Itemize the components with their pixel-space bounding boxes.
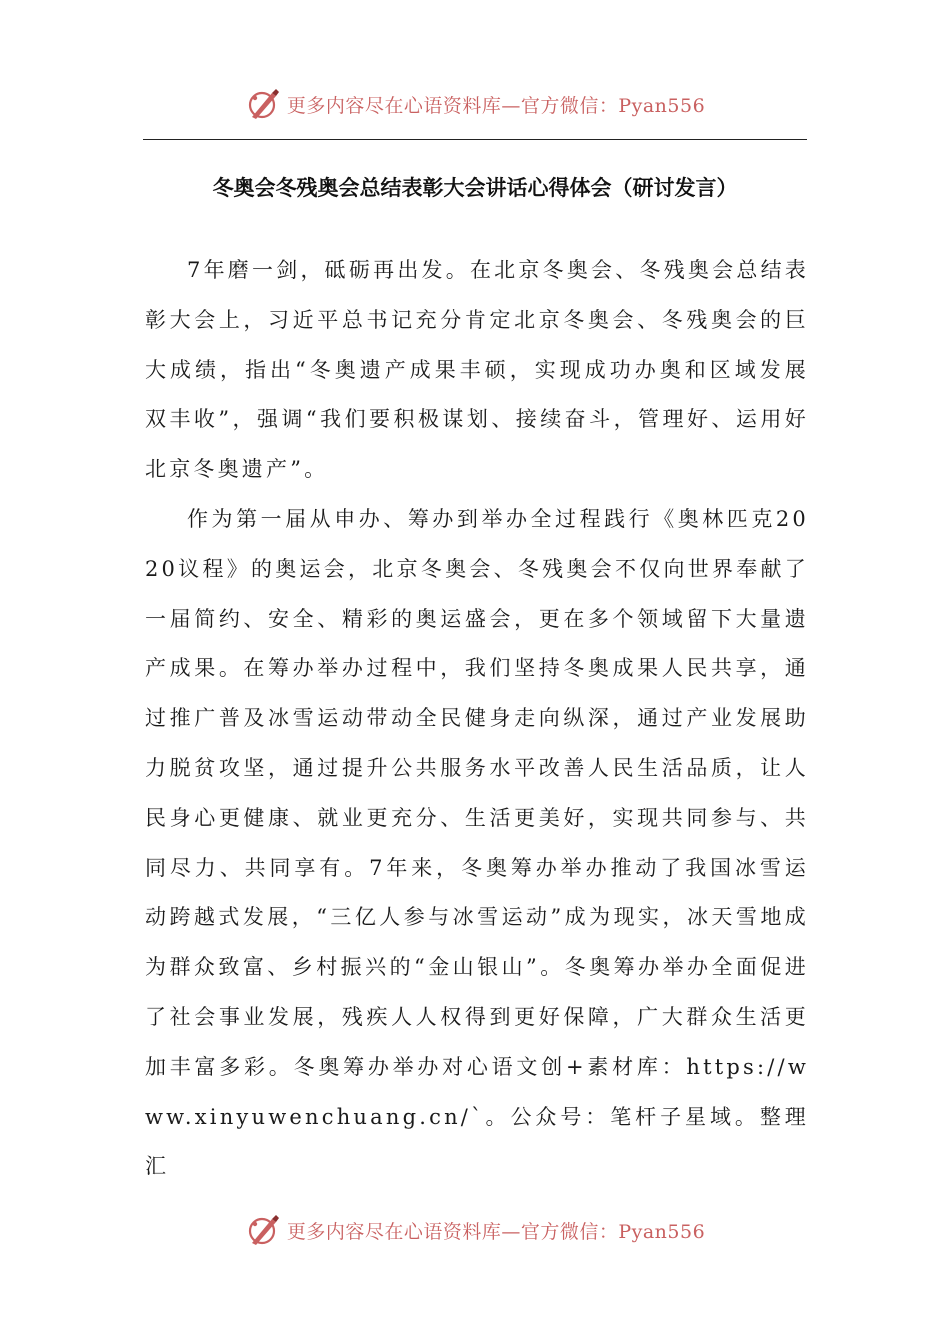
paragraph: 作为第一届从申办、筹办到举办全过程践行《奥林匹克2020议程》的奥运会，北京冬奥会、冬残奥会不仅向世界奉献了一届简约、安全、精彩的奥运盛会，更在多个领域留下大量遗产成果。在筹办举办过程中，我们坚持冬奥成果人民共享，通过推广普及冰雪运动带动全民健身走向纵深，通过产业发展助力脱贫攻坚，通过提升公共服务水平改善人民生活品质，让人民身心更健康、就业更充分、生活更美好，实现共同参与、共同尽力、共同享有。7年来，冬奥筹办举办推动了我国冰雪运动跨越式发展，“三亿人参与冰雪运动”成为现实，冰天雪地成为群众致富、乡村振兴的“金山银山”。冬奥筹办举办全面促进了社会事业发展，残疾人人权得到更好保障，广大群众生活更加丰富多彩。冬奥筹办举办对心语文创+素材库：https://www.xinyuwenchuang.cn/`。公众号：笔杆子星域。整理汇 xyxy=(145,506,809,1179)
watermark-text: 更多内容尽在心语资料库—官方微信：Pyan556 xyxy=(286,1220,706,1243)
paragraph: 7年磨一剑，砥砺再出发。在北京冬奥会、冬残奥会总结表彰大会上，习近平总书记充分肯定北京冬奥会、冬残奥会的巨大成绩，指出“冬奥遗产成果丰硕，实现成功办奥和区域发展双丰收”，强调“我们要积极谋划、接续奋斗，管理好、运用好北京冬奥遗产”。 xyxy=(145,258,809,482)
header-divider xyxy=(143,139,807,140)
footer-watermark xyxy=(0,1208,950,1252)
watermark-text: 更多内容尽在心语资料库—官方微信：Pyan556 xyxy=(286,94,706,117)
document-body xyxy=(145,246,809,1192)
pen-seal-icon xyxy=(245,86,281,122)
pen-seal-icon xyxy=(245,1212,281,1248)
document-title: 冬奥会冬残奥会总结表彰大会讲话心得体会（研讨发言） xyxy=(212,176,738,200)
header-watermark xyxy=(0,82,950,126)
